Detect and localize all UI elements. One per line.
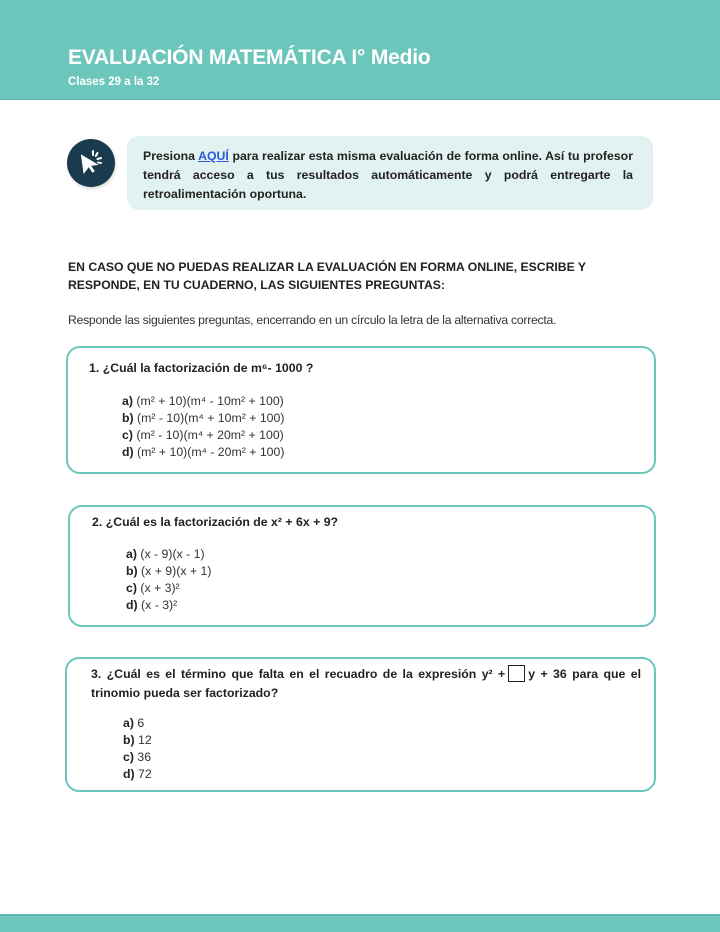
option-letter: b) <box>122 411 134 425</box>
option-c[interactable] <box>122 427 284 444</box>
option-a[interactable] <box>126 546 211 563</box>
option-text: 36 <box>137 750 152 764</box>
option-letter: a) <box>122 394 133 408</box>
option-letter: c) <box>126 581 137 595</box>
option-letter: b) <box>126 564 138 578</box>
question-number: 3. <box>91 667 102 681</box>
option-text: (x - 3)² <box>141 598 178 612</box>
question-title <box>92 513 338 532</box>
option-b[interactable] <box>123 732 152 749</box>
options-list <box>126 546 211 614</box>
option-letter: d) <box>123 767 135 781</box>
notice-text-after: para realizar esta misma evaluación de forma online. Así tu profesor tendrá acceso a tus resultados automáticamente y podrá entregarte la retroalimentación oportuna. <box>143 149 633 201</box>
blank-box <box>508 665 525 682</box>
option-letter: b) <box>123 733 135 747</box>
question-number: 1. <box>89 361 100 375</box>
option-b[interactable] <box>122 410 284 427</box>
question-card-3 <box>65 657 656 792</box>
option-text: 6 <box>137 716 145 730</box>
offline-instructions: EN CASO QUE NO PUEDAS REALIZAR LA EVALUACIÓN EN FORMA ONLINE, ESCRIBE Y RESPONDE, EN TU CUADERNO, LAS SIGUIENTES PREGUNTAS: <box>68 260 586 292</box>
option-text: (m² + 10)(m⁴ - 10m² + 100) <box>136 394 284 408</box>
option-d[interactable] <box>126 597 211 614</box>
question-card-1 <box>66 346 656 474</box>
option-letter: c) <box>123 750 134 764</box>
option-c[interactable] <box>126 580 211 597</box>
question-text-before: ¿Cuál es el término que falta en el recuadro de la expresión y² + <box>106 667 506 681</box>
page-header <box>0 0 720 100</box>
question-title <box>91 665 641 703</box>
online-evaluation-link[interactable]: AQUÍ <box>198 149 229 163</box>
question-card-2 <box>68 505 656 627</box>
option-text: (m² - 10)(m⁴ + 10m² + 100) <box>137 411 285 425</box>
option-d[interactable] <box>123 766 152 783</box>
option-text: 72 <box>138 767 152 781</box>
question-text-after: y + 36 para que el trinomio pueda ser factorizado? <box>91 667 641 700</box>
option-letter: d) <box>122 445 134 459</box>
option-text: (m² + 10)(m⁴ - 20m² + 100) <box>137 445 285 459</box>
option-d[interactable] <box>122 444 284 461</box>
option-text: (x + 3)² <box>140 581 180 595</box>
option-letter: c) <box>122 428 133 442</box>
page-footer-bar <box>0 914 720 932</box>
page-title: EVALUACIÓN MATEMÁTICA I° Medio <box>68 46 431 69</box>
option-text: (x - 9)(x - 1) <box>140 547 205 561</box>
notice-text-before: Presiona <box>143 149 199 163</box>
option-letter: d) <box>126 598 138 612</box>
option-a[interactable] <box>122 393 284 410</box>
option-a[interactable] <box>123 715 152 732</box>
cursor-click-icon[interactable] <box>67 139 115 187</box>
option-text: (m² - 10)(m⁴ + 20m² + 100) <box>136 428 284 442</box>
online-evaluation-notice <box>127 136 653 210</box>
option-b[interactable] <box>126 563 211 580</box>
option-c[interactable] <box>123 749 152 766</box>
option-letter: a) <box>123 716 134 730</box>
answer-instructions: Responde las siguientes preguntas, encerrando en un círculo la letra de la alternativa correcta. <box>68 313 557 327</box>
options-list <box>123 715 152 783</box>
option-letter: a) <box>126 547 137 561</box>
option-text: (x + 9)(x + 1) <box>141 564 212 578</box>
question-text: ¿Cuál la factorización de m⁶- 1000 ? <box>102 361 314 375</box>
option-text: 12 <box>138 733 152 747</box>
question-number: 2. <box>92 515 103 529</box>
page-subtitle: Clases 29 a la 32 <box>68 76 160 88</box>
question-title <box>89 359 313 378</box>
question-text: ¿Cuál es la factorización de x² + 6x + 9? <box>105 515 339 529</box>
options-list <box>122 393 284 461</box>
